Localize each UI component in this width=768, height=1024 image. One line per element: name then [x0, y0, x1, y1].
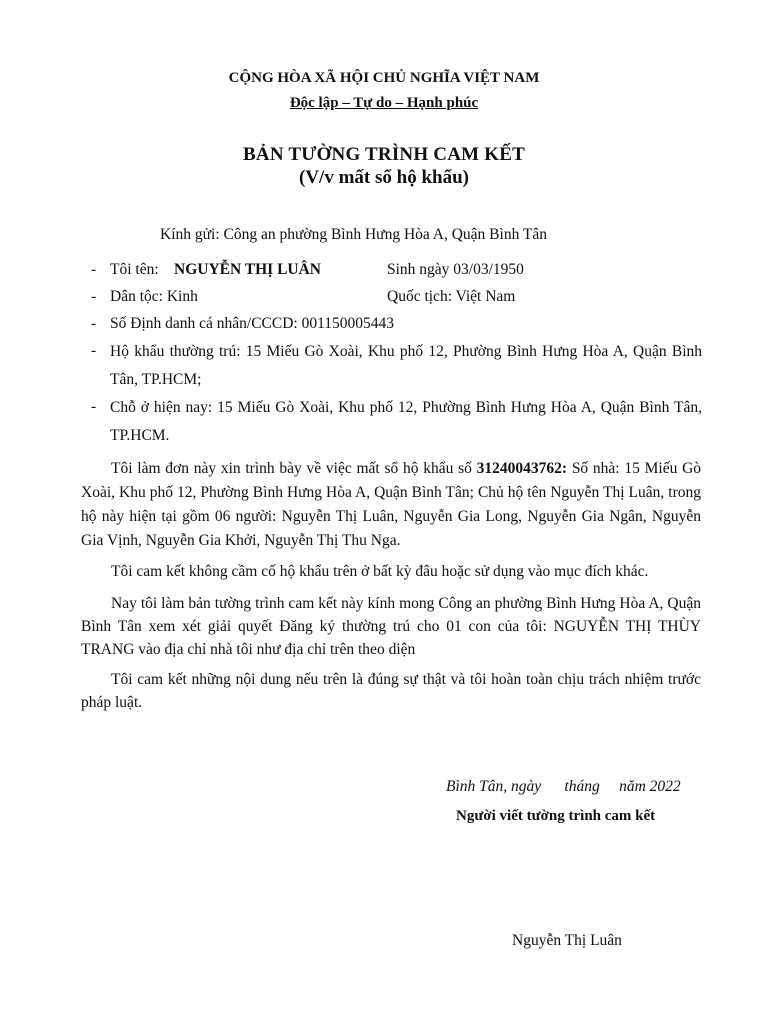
motto-text: Độc lập – Tự do – Hạnh phúc: [289, 95, 479, 111]
permanent-residence: Hộ khẩu thường trú: 15 Miếu Gò Xoài, Khu phố 12, Phường Bình Hưng Hòa A, Quận Bình Tân, TP.HCM;: [110, 343, 702, 388]
national-header: CỘNG HÒA XÃ HỘI CHỦ NGHĨA VIỆT NAM: [228, 70, 540, 86]
paragraph-loss-text-post: Số nhà: 15 Miếu Gò Xoài, Khu phố 12, Phường Bình Hưng Hòa A, Quận Bình Tân; Chủ hộ tên Nguyễn Thị Luân, trong hộ này hiện tại gồm 06 người: Nguyễn Thị Luân, Nguyễn Gia Long, Nguyễn Gia Ngân, Nguyễn Gia Vịnh, Nguyễn Gia Khởi, Nguyễn Thị Thu Nga.: [81, 460, 702, 549]
signer-name: Nguyễn Thị Luân: [512, 932, 622, 949]
paragraph-commitment: Tôi cam kết không cầm cố hộ khẩu trên ở bất kỳ đâu hoặc sử dụng vào mục đích khác.: [111, 563, 649, 580]
current-residence: Chỗ ở hiện nay: 15 Miếu Gò Xoài, Khu phố 12, Phường Bình Hưng Hòa A, Quận Bình Tân, TP.HCM.: [110, 399, 702, 444]
place-date: Bình Tân, ngày tháng năm 2022: [446, 778, 681, 795]
list-dash: -: [91, 261, 97, 278]
document-subtitle: (V/v mất sổ hộ khẩu): [299, 167, 469, 188]
list-dash: -: [91, 288, 97, 305]
recipient-line: Kính gửi: Công an phường Bình Hưng Hòa A, Quận Bình Tân: [160, 226, 548, 243]
id-number: Số Định danh cá nhân/CCCD: 001150005443: [110, 315, 395, 332]
birth-date: Sinh ngày 03/03/1950: [387, 261, 524, 278]
household-book-number: 31240043762:: [476, 460, 568, 477]
list-dash: -: [91, 398, 97, 415]
list-dash: -: [91, 342, 97, 359]
name-value: NGUYỄN THỊ LUÂN: [174, 261, 321, 278]
name-label: Tôi tên:: [110, 261, 159, 278]
document-title: BẢN TƯỜNG TRÌNH CAM KẾT: [243, 144, 525, 165]
paragraph-loss-report: [81, 457, 701, 553]
nationality: Quốc tịch: Việt Nam: [387, 288, 516, 305]
signer-role: Người viết tường trình cam kết: [456, 808, 656, 824]
paragraph-loss-text-pre: Tôi làm đơn này xin trình bày về việc mất sổ hộ khẩu số: [111, 460, 472, 477]
list-dash: -: [91, 315, 97, 332]
national-motto: [0, 95, 768, 112]
ethnicity: Dân tộc: Kinh: [110, 288, 198, 305]
paragraph-declaration: Tôi cam kết những nội dung nếu trên là đúng sự thật và tôi hoàn toàn chịu trách nhiệm trước pháp luật.: [81, 671, 701, 711]
paragraph-request: Nay tôi làm bản tường trình cam kết này kính mong Công an phường Bình Hưng Hòa A, Quận Bình Tân xem xét giải quyết Đăng ký thường trú cho 01 con của tôi: NGUYỄN THỊ THÙY TRANG vào địa chỉ nhà tôi như địa chỉ trên theo diện: [81, 595, 701, 658]
